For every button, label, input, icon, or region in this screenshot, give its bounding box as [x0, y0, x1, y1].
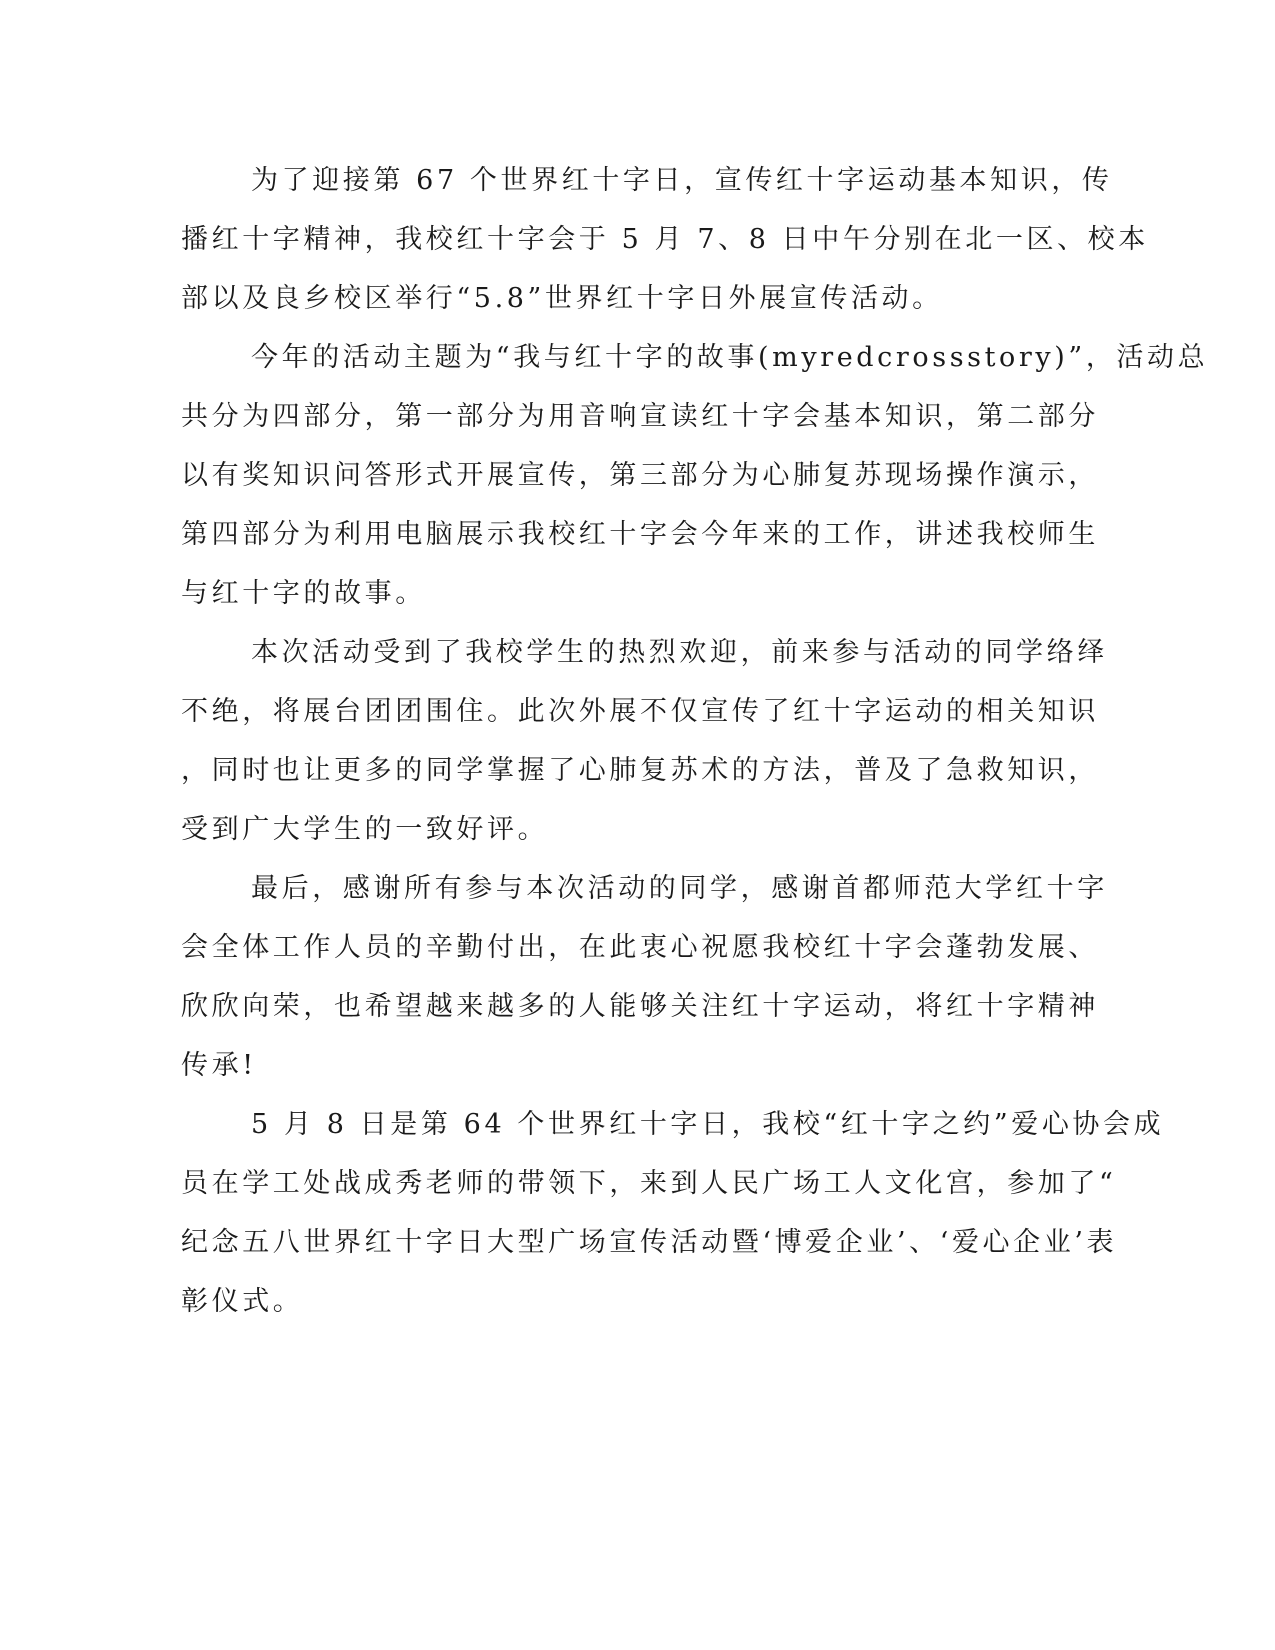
paragraph-1-line-1: 为了迎接第 67 个世界红十字日，宣传红十字运动基本知识，传 [251, 165, 1113, 196]
paragraph-2-line-3: 以有奖知识问答形式开展宣传，第三部分为心肺复苏现场操作演示， [181, 460, 1099, 491]
paragraph-5-line-4: 彰仪式。 [181, 1286, 304, 1317]
paragraph-2-line-4: 第四部分为利用电脑展示我校红十字会今年来的工作，讲述我校师生 [181, 519, 1099, 550]
paragraph-2-line-5: 与红十字的故事。 [181, 578, 426, 609]
paragraph-1-line-3: 部以及良乡校区举行“5.8”世界红十字日外展宣传活动。 [181, 283, 943, 314]
paragraph-4-line-1: 最后，感谢所有参与本次活动的同学，感谢首都师范大学红十字 [251, 873, 1108, 904]
paragraph-1-line-2: 播红十字精神，我校红十字会于 5 月 7、8 日中午分别在北一区、校本 [181, 224, 1149, 255]
paragraph-5-line-2: 员在学工处战成秀老师的带领下，来到人民广场工人文化宫，参加了“ [181, 1168, 1117, 1199]
paragraph-3-line-3: ，同时也让更多的同学掌握了心肺复苏术的方法，普及了急救知识， [181, 755, 1099, 786]
paragraph-5-line-1: 5 月 8 日是第 64 个世界红十字日，我校“红十字之约”爱心协会成 [251, 1109, 1165, 1140]
paragraph-5-line-3: 纪念五八世界红十字日大型广场宣传活动暨‘博爱企业’、‘爱心企业’表 [181, 1227, 1118, 1258]
paragraph-2-line-2: 共分为四部分，第一部分为用音响宣读红十字会基本知识，第二部分 [181, 401, 1099, 432]
paragraph-4-line-4: 传承! [181, 1050, 257, 1081]
paragraph-3-line-2: 不绝，将展台团团围住。此次外展不仅宣传了红十字运动的相关知识 [181, 696, 1099, 727]
paragraph-3-line-4: 受到广大学生的一致好评。 [181, 814, 549, 845]
paragraph-2-line-1: 今年的活动主题为“我与红十字的故事(myredcrossstory)”，活动总 [251, 342, 1209, 373]
paragraph-4-line-2: 会全体工作人员的辛勤付出，在此衷心祝愿我校红十字会蓬勃发展、 [181, 932, 1099, 963]
paragraph-4-line-3: 欣欣向荣，也希望越来越多的人能够关注红十字运动，将红十字精神 [181, 991, 1099, 1022]
paragraph-3-line-1: 本次活动受到了我校学生的热烈欢迎，前来参与活动的同学络绎 [251, 637, 1108, 668]
